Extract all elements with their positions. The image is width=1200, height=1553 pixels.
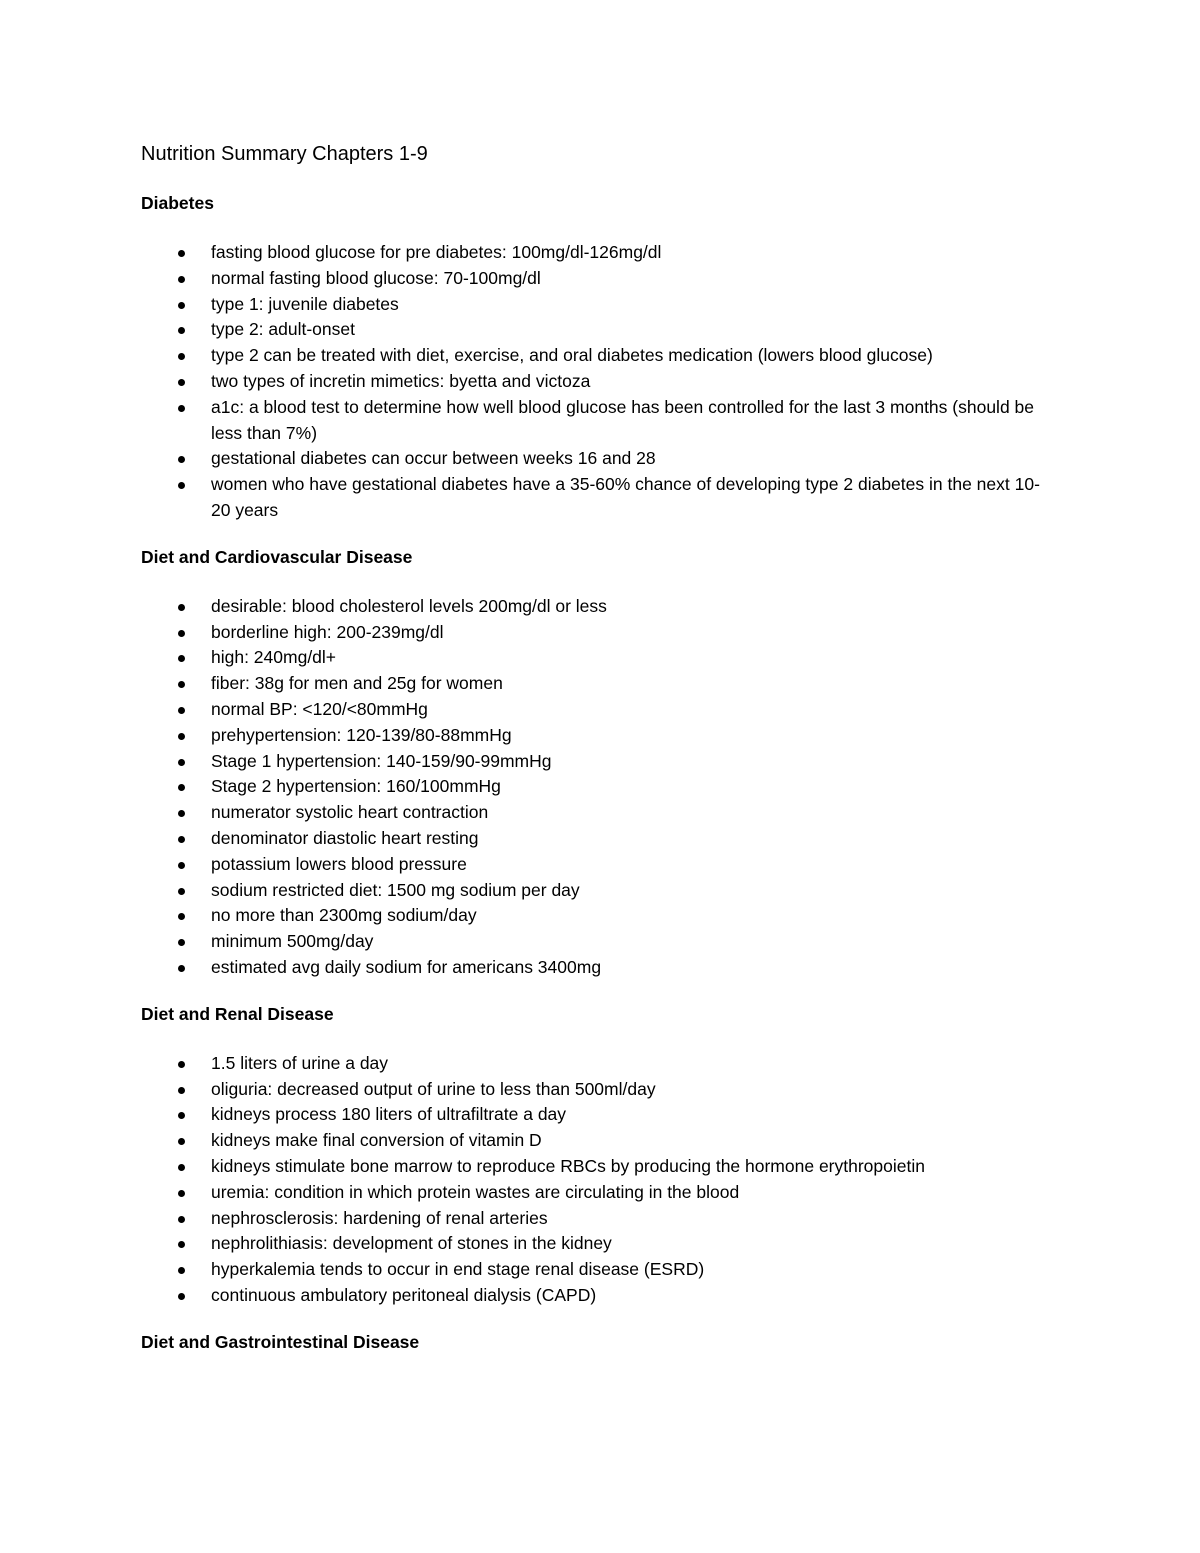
section bbox=[141, 1331, 1051, 1353]
list-item bbox=[141, 929, 1051, 955]
list-item-text: kidneys make final conversion of vitamin D bbox=[211, 1130, 542, 1151]
list-item-text: minimum 500mg/day bbox=[211, 931, 374, 952]
list-item bbox=[141, 826, 1051, 852]
list-item-text: oliguria: decreased output of urine to less than 500ml/day bbox=[211, 1078, 656, 1099]
section-heading: Diet and Renal Disease bbox=[141, 1003, 334, 1024]
list-item-text: high: 240mg/dl+ bbox=[211, 647, 337, 668]
bullet-icon bbox=[178, 456, 185, 463]
list-item bbox=[141, 472, 1051, 524]
list-item-text: fasting blood glucose for pre diabetes: 100mg/dl-126mg/dl bbox=[211, 242, 662, 262]
list-item-text: Stage 2 hypertension: 160/100mmHg bbox=[211, 776, 501, 797]
bullet-icon bbox=[178, 405, 185, 412]
bullet-icon bbox=[178, 1087, 185, 1094]
bullet-icon bbox=[178, 1293, 185, 1300]
list-item bbox=[141, 1077, 1051, 1103]
bullet-icon bbox=[178, 482, 185, 489]
list-item-text: estimated avg daily sodium for americans 3400mg bbox=[211, 956, 602, 977]
list-item bbox=[141, 774, 1051, 800]
list-item bbox=[141, 1283, 1051, 1309]
list-item-text: denominator diastolic heart resting bbox=[211, 827, 479, 848]
bullet-icon bbox=[178, 1241, 185, 1248]
list-item bbox=[141, 1206, 1051, 1232]
bullet-icon bbox=[178, 1216, 185, 1223]
list-item-text: two types of incretin mimetics: byetta and victoza bbox=[211, 370, 591, 391]
bullet-icon bbox=[178, 1164, 185, 1171]
bullet-icon bbox=[178, 939, 185, 946]
bullet-icon bbox=[178, 1112, 185, 1119]
list-item bbox=[141, 1154, 1051, 1180]
list-item bbox=[141, 955, 1051, 981]
list-item bbox=[141, 903, 1051, 929]
section-heading: Diabetes bbox=[141, 193, 214, 213]
list-item-text: uremia: condition in which protein wastes are circulating in the blood bbox=[211, 1181, 740, 1202]
list-item bbox=[141, 645, 1051, 671]
bullet-icon bbox=[178, 681, 185, 688]
bullet-icon bbox=[178, 250, 185, 257]
bullet-icon bbox=[178, 1190, 185, 1197]
list-item bbox=[141, 1257, 1051, 1283]
bullet-icon bbox=[178, 655, 185, 662]
bullet-icon bbox=[178, 810, 185, 817]
bullet-list bbox=[141, 594, 1051, 981]
bullet-icon bbox=[178, 630, 185, 637]
bullet-icon bbox=[178, 276, 185, 283]
document-body bbox=[141, 192, 1051, 1353]
list-item bbox=[141, 1128, 1051, 1154]
bullet-icon bbox=[178, 913, 185, 920]
list-item bbox=[141, 671, 1051, 697]
bullet-icon bbox=[178, 784, 185, 791]
list-item bbox=[141, 317, 1051, 343]
bullet-icon bbox=[178, 862, 185, 869]
list-item-text: kidneys process 180 liters of ultrafiltrate a day bbox=[211, 1104, 567, 1125]
list-item bbox=[141, 1102, 1051, 1128]
section bbox=[141, 546, 1051, 981]
list-item bbox=[141, 395, 1051, 447]
list-item-text: a1c: a blood test to determine how well blood glucose has been controlled for the last 3 months (should be less than 7%) bbox=[211, 396, 1035, 443]
list-item bbox=[141, 723, 1051, 749]
list-item-text: normal fasting blood glucose: 70-100mg/dl bbox=[211, 267, 541, 288]
list-item bbox=[141, 369, 1051, 395]
section-heading: Diet and Cardiovascular Disease bbox=[141, 546, 413, 567]
bullet-list bbox=[141, 1051, 1051, 1309]
bullet-icon bbox=[178, 302, 185, 309]
list-item bbox=[141, 343, 1051, 369]
list-item-text: kidneys stimulate bone marrow to reproduce RBCs by producing the hormone erythropoietin bbox=[211, 1155, 925, 1176]
list-item bbox=[141, 594, 1051, 620]
bullet-icon bbox=[178, 1267, 185, 1274]
document-page bbox=[141, 140, 1051, 1379]
list-item-text: numerator systolic heart contraction bbox=[211, 802, 489, 823]
list-item-text: desirable: blood cholesterol levels 200mg/dl or less bbox=[211, 595, 607, 616]
section bbox=[141, 192, 1051, 524]
list-item bbox=[141, 266, 1051, 292]
bullet-icon bbox=[178, 965, 185, 972]
bullet-icon bbox=[178, 733, 185, 740]
bullet-list bbox=[141, 240, 1051, 524]
list-item-text: sodium restricted diet: 1500 mg sodium per day bbox=[211, 879, 580, 900]
section bbox=[141, 1003, 1051, 1309]
bullet-icon bbox=[178, 836, 185, 843]
list-item-text: type 2: adult-onset bbox=[211, 319, 355, 340]
list-item bbox=[141, 1051, 1051, 1077]
list-item-text: nephrolithiasis: development of stones in the kidney bbox=[211, 1233, 612, 1254]
list-item bbox=[141, 446, 1051, 472]
list-item-text: type 2 can be treated with diet, exercise, and oral diabetes medication (lowers blood glucose) bbox=[211, 345, 933, 366]
bullet-icon bbox=[178, 379, 185, 386]
list-item-text: prehypertension: 120-139/80-88mmHg bbox=[211, 724, 512, 745]
list-item bbox=[141, 697, 1051, 723]
list-item bbox=[141, 1231, 1051, 1257]
list-item bbox=[141, 852, 1051, 878]
bullet-icon bbox=[178, 888, 185, 895]
list-item bbox=[141, 800, 1051, 826]
list-item-text: normal BP: <120/<80mmHg bbox=[211, 698, 428, 719]
list-item-text: Stage 1 hypertension: 140-159/90-99mmHg bbox=[211, 750, 552, 771]
list-item-text: gestational diabetes can occur between weeks 16 and 28 bbox=[211, 448, 656, 469]
list-item bbox=[141, 292, 1051, 318]
bullet-icon bbox=[178, 327, 185, 334]
list-item-text: borderline high: 200-239mg/dl bbox=[211, 621, 444, 642]
list-item-text: type 1: juvenile diabetes bbox=[211, 293, 399, 314]
list-item bbox=[141, 1180, 1051, 1206]
bullet-icon bbox=[178, 604, 185, 611]
bullet-icon bbox=[178, 1061, 185, 1068]
list-item-text: nephrosclerosis: hardening of renal arteries bbox=[211, 1207, 548, 1228]
list-item bbox=[141, 878, 1051, 904]
bullet-icon bbox=[178, 707, 185, 714]
list-item bbox=[141, 620, 1051, 646]
list-item-text: hyperkalemia tends to occur in end stage renal disease (ESRD) bbox=[211, 1259, 705, 1280]
bullet-icon bbox=[178, 353, 185, 360]
list-item-text: potassium lowers blood pressure bbox=[211, 853, 467, 874]
document-title: Nutrition Summary Chapters 1-9 bbox=[141, 143, 428, 165]
list-item-text: 1.5 liters of urine a day bbox=[211, 1052, 389, 1073]
bullet-icon bbox=[178, 759, 185, 766]
section-heading: Diet and Gastrointestinal Disease bbox=[141, 1331, 420, 1352]
bullet-icon bbox=[178, 1138, 185, 1145]
list-item-text: no more than 2300mg sodium/day bbox=[211, 905, 477, 926]
list-item-text: continuous ambulatory peritoneal dialysis (CAPD) bbox=[211, 1284, 597, 1305]
list-item-text: women who have gestational diabetes have a 35-60% chance of developing type 2 diabetes in the next 10-20 years bbox=[211, 474, 1040, 520]
list-item-text: fiber: 38g for men and 25g for women bbox=[211, 673, 503, 694]
list-item bbox=[141, 749, 1051, 775]
list-item bbox=[141, 240, 1051, 266]
